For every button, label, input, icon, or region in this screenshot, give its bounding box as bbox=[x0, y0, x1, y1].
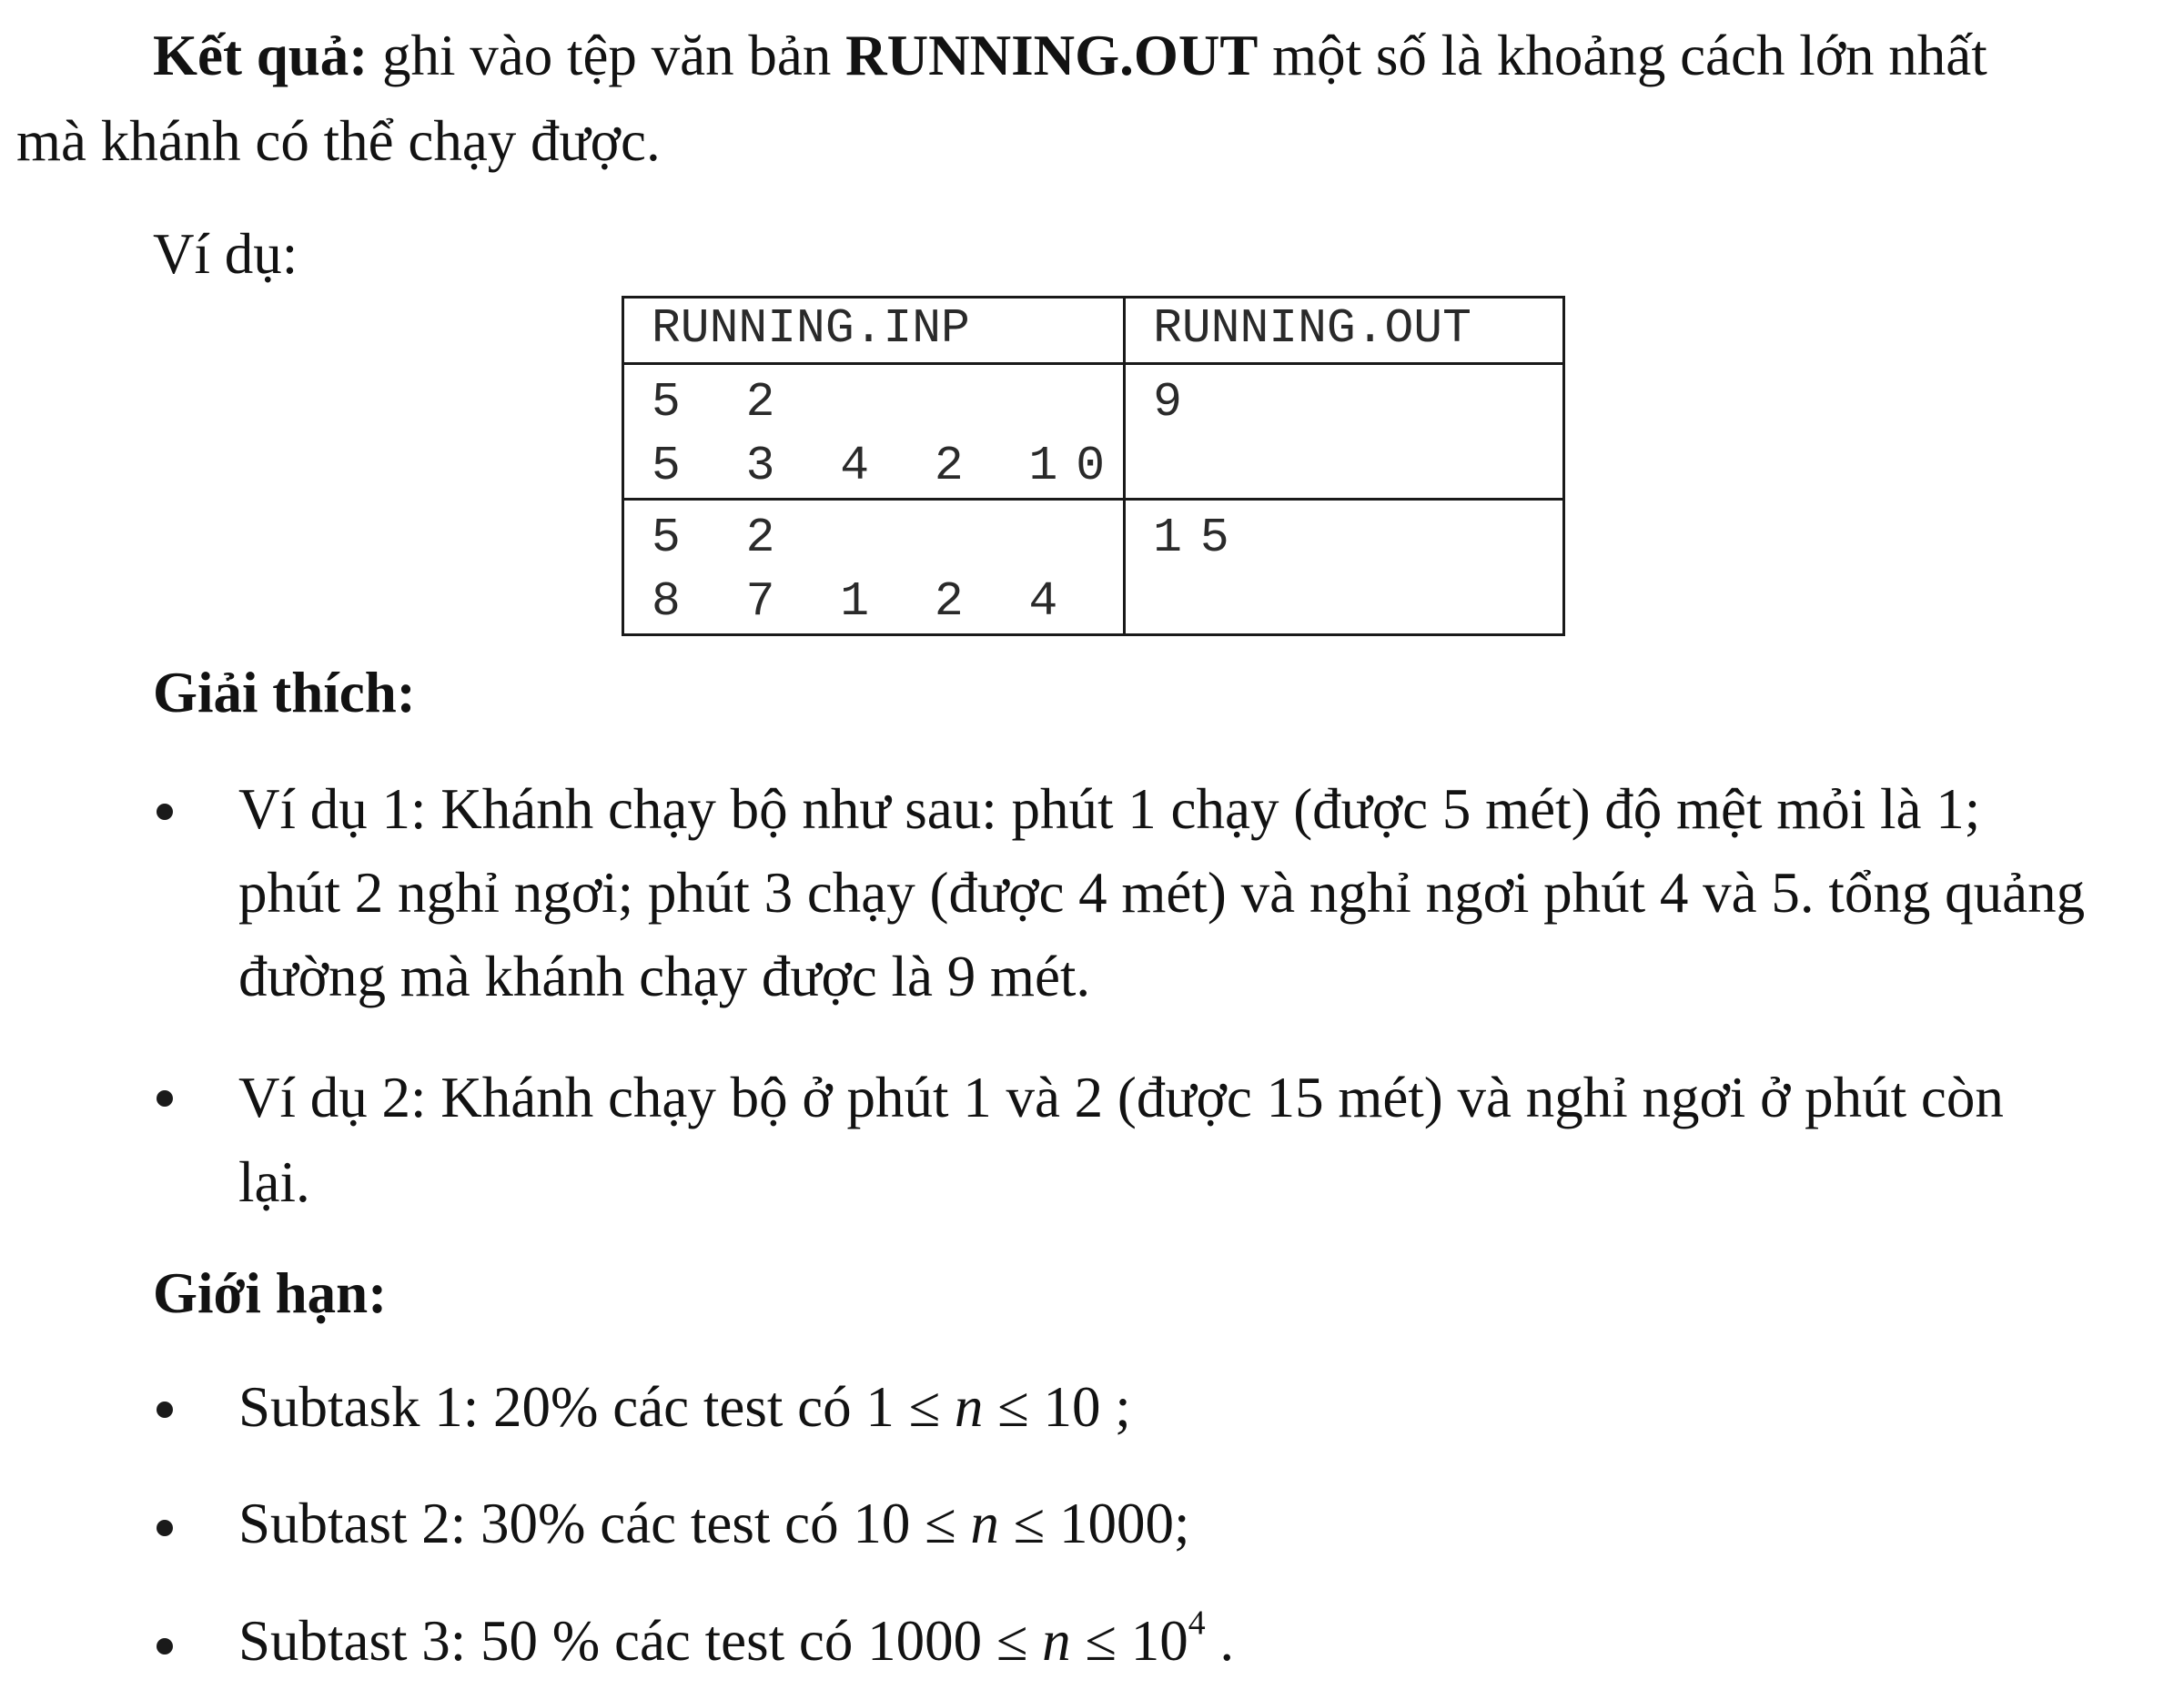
output-value: 9 bbox=[1153, 375, 1200, 430]
result-line-2: mà khánh có thể chạy được. bbox=[16, 109, 661, 173]
header-output-file: RUNNING.OUT bbox=[1125, 298, 1564, 364]
explanation-example-1-line-2: phút 2 nghỉ ngơi; phút 3 chạy (được 4 mét) và nghỉ ngơi phút 4 và 5. tổng quảng bbox=[238, 861, 2086, 925]
subtask-1-variable: n bbox=[954, 1375, 984, 1439]
subtask-2-prefix: Subtast 2: 30% các test có 10 ≤ bbox=[238, 1492, 971, 1555]
table-row bbox=[623, 364, 1564, 500]
explanation-example-1-line-1: Ví dụ 1: Khánh chạy bộ như sau: phút 1 chạy (được 5 mét) độ mệt mỏi là 1; bbox=[238, 777, 1981, 841]
subtask-1-suffix: ≤ 10 ; bbox=[983, 1375, 1131, 1439]
subtask-3-end: . bbox=[1205, 1609, 1235, 1673]
subtask-1 bbox=[238, 1375, 1131, 1439]
bullet-icon bbox=[157, 1090, 173, 1107]
input-line: 5 3 4 2 10 bbox=[652, 439, 1124, 493]
subtask-3-prefix: Subtast 3: 50 % các test có 1000 ≤ bbox=[238, 1609, 1043, 1673]
subtask-3-exponent: 4 bbox=[1188, 1604, 1206, 1643]
subtask-2-variable: n bbox=[970, 1492, 999, 1555]
explanation-example-2-line-1: Ví dụ 2: Khánh chạy bộ ở phút 1 và 2 (được 15 mét) và nghỉ ngơi ở phút còn bbox=[238, 1066, 2004, 1129]
result-line-1 bbox=[153, 24, 1987, 87]
result-label: Kết quả: bbox=[153, 24, 369, 87]
subtask-3-variable: n bbox=[1042, 1609, 1071, 1673]
input-line: 5 2 bbox=[652, 375, 794, 430]
bullet-icon bbox=[157, 1402, 173, 1418]
table-row bbox=[623, 500, 1564, 635]
subtask-3-suffix: ≤ 10 bbox=[1070, 1609, 1188, 1673]
input-cell bbox=[623, 500, 1125, 635]
result-text-1: ghi vào tệp văn bản bbox=[368, 24, 846, 87]
subtask-3 bbox=[238, 1604, 1235, 1673]
output-value: 15 bbox=[1153, 511, 1248, 565]
result-text-2: một số là khoảng cách lớn nhất bbox=[1258, 24, 1987, 87]
bullet-icon bbox=[157, 1638, 173, 1655]
table-header-row bbox=[623, 298, 1564, 364]
output-cell bbox=[1125, 364, 1564, 500]
explanation-example-2-line-2: lại. bbox=[238, 1150, 310, 1214]
output-cell bbox=[1125, 500, 1564, 635]
input-cell bbox=[623, 364, 1125, 500]
output-filename: RUNNING.OUT bbox=[845, 24, 1259, 87]
bullet-icon bbox=[157, 804, 173, 820]
limits-heading: Giới hạn: bbox=[153, 1261, 388, 1325]
bullet-icon bbox=[157, 1520, 173, 1536]
example-table bbox=[622, 296, 1565, 636]
header-input-file: RUNNING.INP bbox=[623, 298, 1125, 364]
subtask-2-suffix: ≤ 1000; bbox=[998, 1492, 1190, 1555]
subtask-1-prefix: Subtask 1: 20% các test có 1 ≤ bbox=[238, 1375, 955, 1439]
subtask-2 bbox=[238, 1492, 1190, 1555]
input-line: 5 2 bbox=[652, 511, 794, 565]
input-line: 8 7 1 2 4 bbox=[652, 574, 1077, 629]
example-label: Ví dụ: bbox=[153, 222, 298, 286]
explanation-example-1-line-3: đường mà khánh chạy được là 9 mét. bbox=[238, 945, 1091, 1008]
explanation-heading: Giải thích: bbox=[153, 661, 416, 724]
